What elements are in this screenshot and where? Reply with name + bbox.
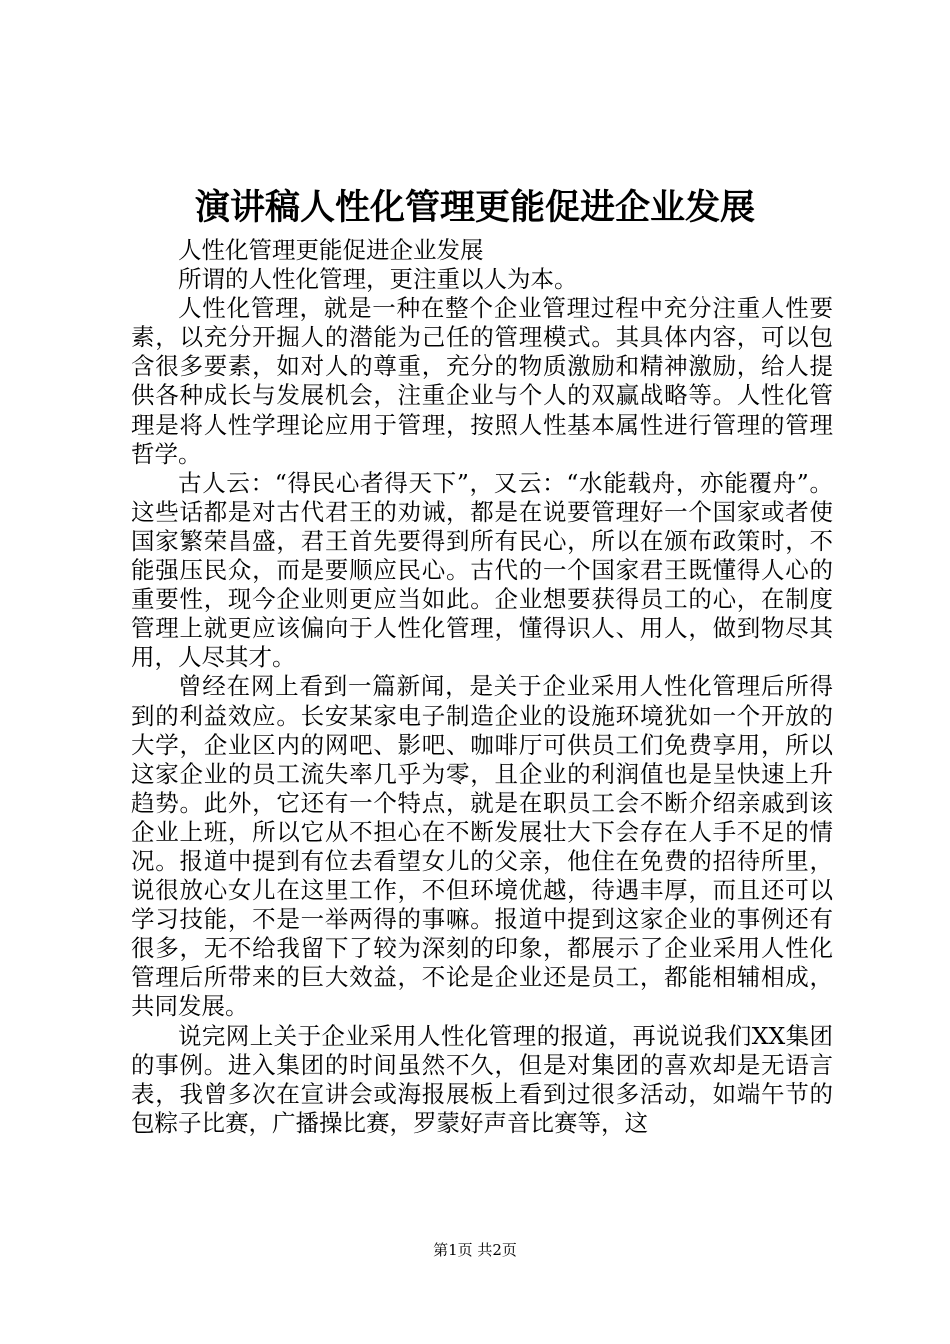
paragraph-subtitle: 人性化管理更能促进企业发展	[178, 236, 484, 264]
paragraph-group-example: 说完网上关于企业采用人性化管理的报道，再说说我们XX集团的事例。进入集团的时间虽然不久，但是对集团的喜欢却是无语言表，我曾多次在宣讲会或海报展板上看到过很多活动，如端午节的包粽子比赛，广播操比赛，罗蒙好声音比赛等，这	[131, 1021, 833, 1137]
paragraph-intro: 所谓的人性化管理，更注重以人为本。	[178, 265, 578, 294]
document-body	[131, 236, 833, 1138]
document-title: 演讲稿人性化管理更能促进企业发展	[194, 187, 755, 228]
paragraph-definition: 人性化管理，就是一种在整个企业管理过程中充分注重人性要素，以充分开掘人的潜能为己任的管理模式。其具体内容，可以包含很多要素，如对人的尊重，充分的物质激励和精神激励，给人提供各种成长与发展机会，注重企业与个人的双赢战略等。人性化管理是将人性学理论应用于管理，按照人性基本属性进行管理的管理哲学。	[131, 294, 833, 468]
page-number-footer: 第1页 共2页	[433, 1241, 517, 1259]
paragraph-ancient-saying: 古人云：“得民心者得天下”，又云：“水能载舟，亦能覆舟”。这些话都是对古代君王的劝诫，都是在说要管理好一个国家或者使国家繁荣昌盛，君王首先要得到所有民心，所以在颁布政策时，不能强压民众，而是要顺应民心。古代的一个国家君王既懂得人心的重要性，现今企业则更应当如此。企业想要获得员工的心，在制度管理上就更应该偏向于人性化管理，懂得识人、用人，做到物尽其用，人尽其才。	[131, 468, 833, 672]
paragraph-news-example: 曾经在网上看到一篇新闻，是关于企业采用人性化管理后所得到的利益效应。长安某家电子制造企业的设施环境犹如一个开放的大学，企业区内的网吧、影吧、咖啡厅可供员工们免费享用，所以这家企业的员工流失率几乎为零，且企业的利润值也是呈快速上升趋势。此外，它还有一个特点，就是在职员工会不断介绍亲戚到该企业上班，所以它从不担心在不断发展壮大下会存在人手不足的情况。报道中提到有位去看望女儿的父亲，他住在免费的招待所里，说很放心女儿在这里工作，不但环境优越，待遇丰厚，而且还可以学习技能，不是一举两得的事嘛。报道中提到这家企业的事例还有很多，无不给我留下了较为深刻的印象，都展示了企业采用人性化管理后所带来的巨大效益，不论是企业还是员工，都能相辅相成，共同发展。	[131, 672, 833, 1021]
